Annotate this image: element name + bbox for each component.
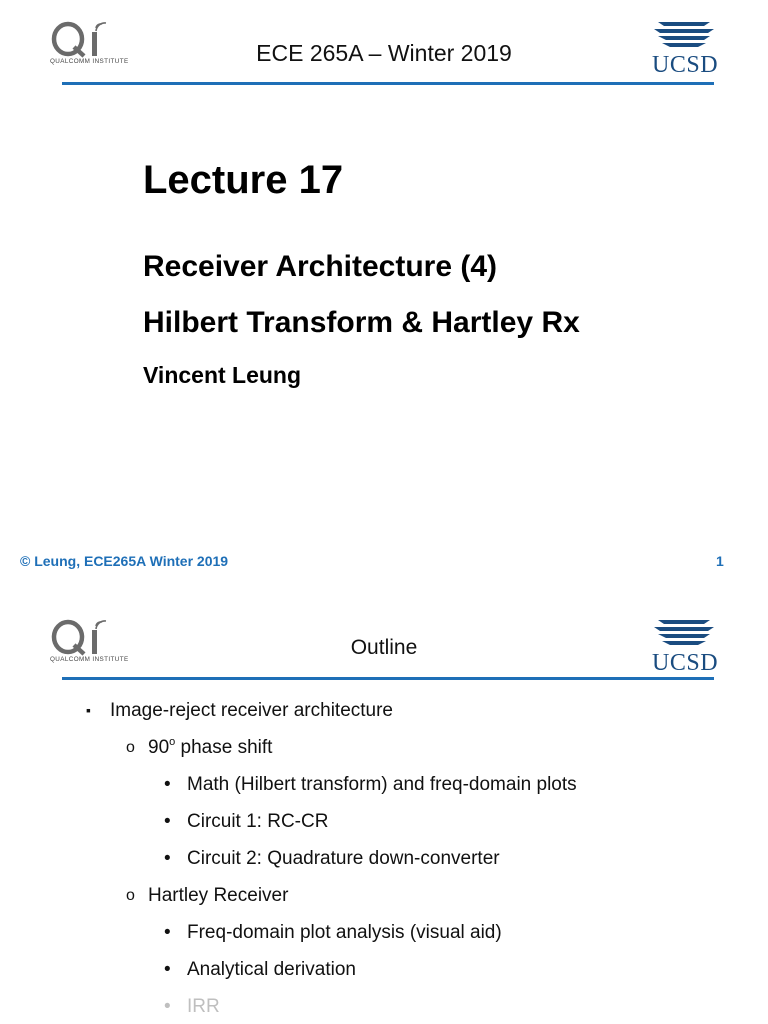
author-name: Vincent Leung <box>143 362 302 388</box>
lecture-subtitle-2: Hilbert Transform & Hartley Rx <box>143 306 580 339</box>
outline-item-text: Hartley Receiver <box>148 885 289 906</box>
ucsd-wave-icon <box>648 16 720 52</box>
outline-item-text: Circuit 1: RC-CR <box>187 811 329 832</box>
dot-bullet-icon: • <box>164 922 171 943</box>
header-divider <box>62 82 714 85</box>
outline-item-text: 90$^o$ phase shift <box>148 736 273 758</box>
dot-bullet-icon: • <box>164 774 171 795</box>
page-number: 1 <box>716 553 724 569</box>
dot-bullet-icon: • <box>164 996 171 1017</box>
qi-logo-text: QUALCOMM INSTITUTE <box>50 58 129 65</box>
outline-title: Outline <box>350 636 418 659</box>
header-title: ECE 265A – Winter 2019 <box>256 40 512 66</box>
circle-bullet-icon: o <box>126 739 135 756</box>
circle-bullet-icon: o <box>126 887 135 904</box>
dot-bullet-icon: • <box>164 811 171 832</box>
lecture-subtitle-1: Receiver Architecture (4) <box>143 250 498 283</box>
outline-item-text: IRR <box>187 996 220 1017</box>
ucsd-logo-text: UCSD <box>652 52 719 78</box>
outline-item-text: Math (Hilbert transform) and freq-domain plots <box>187 774 577 795</box>
lecture-title: Lecture 17 <box>143 158 344 202</box>
dot-bullet-icon: • <box>164 848 171 869</box>
header-divider <box>62 677 714 680</box>
ucsd-wave-icon <box>648 614 720 650</box>
dot-bullet-icon: • <box>164 959 171 980</box>
outline-item-text: Circuit 2: Quadrature down-converter <box>187 848 500 869</box>
outline-slide <box>0 588 768 1024</box>
ucsd-logo-text: UCSD <box>652 650 719 676</box>
outline-item-text: Freq-domain plot analysis (visual aid) <box>187 922 502 943</box>
footer-copyright: © Leung, ECE265A Winter 2019 <box>20 553 229 569</box>
ucsd-logo <box>648 614 720 676</box>
outline-item-text: Image-reject receiver architecture <box>110 700 393 721</box>
square-bullet-icon: ▪ <box>86 702 91 718</box>
qi-logo-text: QUALCOMM INSTITUTE <box>50 656 129 663</box>
outline-item-text: Analytical derivation <box>187 959 356 980</box>
ucsd-logo <box>648 16 720 78</box>
